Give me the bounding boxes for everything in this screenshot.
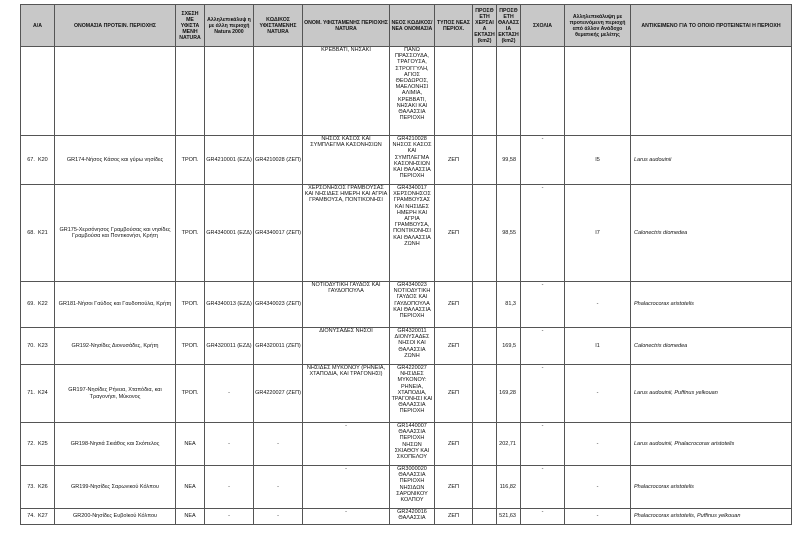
existing-code-cell: - (254, 423, 303, 466)
type-cell: ΖΕΠ (435, 365, 473, 423)
new-name-cell: GR4210028 ΝΗΣΟΣ ΚΑΣΟΣ ΚΑΙ ΣΥΜΠΛΕΓΜΑ ΚΑΣΟΝΗΣΙΩΝ ΚΑΙ ΘΑΛΑΣΣΙΑ ΠΕΡΙΟΧΗ (390, 136, 435, 185)
other-overlap-cell: I5 (565, 136, 631, 185)
existing-name-cell: ΝΗΣΙΔΕΣ ΜΥΚΟΝΟΥ (ΡΗΝΕΙΑ, ΧΤΑΠΟΔΙΑ, ΚΑΙ ΤΡΑΓΟΝΗΣΙ) (303, 365, 390, 423)
existing-code-cell: GR4340017 (ΖΕΠ) (254, 185, 303, 282)
land-area-cell (473, 282, 497, 328)
overlap-cell: - (205, 466, 254, 509)
other-overlap-cell: - (565, 423, 631, 466)
row-number-cell: 70. K23 (21, 328, 55, 365)
row-number-cell: 74. K27 (21, 509, 55, 525)
land-area-cell (473, 509, 497, 525)
document-page (20, 4, 791, 525)
new-name-cell: GR4340023 ΝΟΤΙΟΔΥΤΙΚΗ ΓΑΥΔΟΣ ΚΑΙ ΓΑΥΔΟΠΟΥΛΑ ΚΑΙ ΘΑΛΑΣΣΙΑ ΠΕΡΙΟΧΗ (390, 282, 435, 328)
land-area-cell (473, 466, 497, 509)
type-cell: ΖΕΠ (435, 466, 473, 509)
species-cell: Phalacrocorax aristotelis (631, 466, 792, 509)
species-cell: Larus audouinii, Puffinus yelkouan (631, 365, 792, 423)
type-cell: ΖΕΠ (435, 282, 473, 328)
relation-cell: ΤΡΟΠ. (176, 185, 205, 282)
sea-area-cell: 99,58 (497, 136, 521, 185)
new-name-cell: GR2420016 ΘΑΛΑΣΣΙΑ (390, 509, 435, 525)
relation-cell: ΝΕΑ (176, 466, 205, 509)
header-cell: ΣΧΟΛΙΑ (521, 5, 565, 47)
relation-cell: ΤΡΟΠ. (176, 365, 205, 423)
site-name-cell: GR199-Νησίδες Σαρωνικού Κόλπου (55, 466, 176, 509)
row-number-cell: 69. K22 (21, 282, 55, 328)
site-name-cell: GR181-Νήσοι Γαύδος και Γαυδοπούλα, Κρήτη (55, 282, 176, 328)
header-cell: ΝΕΟΣ ΚΩΔΙΚΟΣ/ ΝΕΑ ΟΝΟΜΑΣΙΑ (390, 5, 435, 47)
site-name-cell: GR200-Νησίδες Ευβοϊκού Κόλπου (55, 509, 176, 525)
other-overlap-cell: I7 (565, 185, 631, 282)
other-overlap-cell: - (565, 282, 631, 328)
table-row (21, 136, 792, 185)
header-cell: ΑΝΤΙΚΕΙΜΕΝΟ ΓΙΑ ΤΟ ΟΠΟΙΟ ΠΡΟΤΕΙΝΕΤΑΙ Η ΠΕΡΙΟΧΗ (631, 5, 792, 47)
species-cell: Larus audouinii, Phalacrocorax aristotelis (631, 423, 792, 466)
table-row (21, 423, 792, 466)
row-number-cell: 73. K26 (21, 466, 55, 509)
type-cell: ΖΕΠ (435, 136, 473, 185)
sea-area-cell: 98,55 (497, 185, 521, 282)
header-cell: ΚΩΔΙΚΟΣ ΥΦΙΣΤΑΜΕΝΗΣ NATURA (254, 5, 303, 47)
land-area-cell (473, 328, 497, 365)
existing-name-cell: - (303, 509, 390, 525)
table-header-row (21, 5, 792, 47)
header-cell: ΠΡΟΣΘ ΕΤΗ ΧΕΡΣΑΙ Α ΕΚΤΑΣΗ (km2) (473, 5, 497, 47)
table-row (21, 365, 792, 423)
overlap-cell: GR4340013 (ΕΖΔ) (205, 282, 254, 328)
land-area-cell (473, 185, 497, 282)
existing-code-cell: GR4220027 (ΖΕΠ) (254, 365, 303, 423)
comments-cell: - (521, 282, 565, 328)
site-name-cell: GR197-Νησίδες Ρήνεια, Χταπόδια, και Τραγονήσι, Μύκονος (55, 365, 176, 423)
species-cell: Phalacrocorax aristotelis (631, 282, 792, 328)
new-name-cell: GR4220027 ΝΗΣΙΔΕΣ ΜΥΚΟΝΟΥ: ΡΗΝΕΙΑ, ΧΤΑΠΟΔΙΑ, ΤΡΑΓΟΝΗΣΙ ΚΑΙ ΘΑΛΑΣΣΙΑ ΠΕΡΙΟΧΗ (390, 365, 435, 423)
land-area-cell (473, 365, 497, 423)
other-overlap-cell: - (565, 365, 631, 423)
row-number-cell: 72. K25 (21, 423, 55, 466)
sea-area-cell: 169,5 (497, 328, 521, 365)
table-row (21, 466, 792, 509)
site-name-cell: GR192-Νησίδες Διονυσάδες, Κρήτη (55, 328, 176, 365)
relation-cell: ΤΡΟΠ. (176, 328, 205, 365)
sea-area-cell: 81,3 (497, 282, 521, 328)
new-name-cell: ΠΑΝΩ ΠΡΑΣΣΟΥΔΑ, ΤΡΑΓΟΥΣΑ, ΣΤΡΟΓΓΥΛΗ, ΑΓΙΟΣ ΘΕΟΔΩΡΟΣ, ΜΑΕΛΟΝΗΣΙ ΑΛΙΜΙΑ, ΚΡΕΒΒΑΤΙ, ΝΗΣΑΚΙ ΚΑΙ ΘΑΛΑΣΣΙΑ ΠΕΡΙΟΧΗ (390, 47, 435, 136)
type-cell: ΖΕΠ (435, 509, 473, 525)
overlap-cell: GR4210001 (ΕΖΔ) (205, 136, 254, 185)
species-cell: Calonectris diomedea (631, 328, 792, 365)
row-number-cell: 71. K24 (21, 365, 55, 423)
existing-code-cell: GR4210028 (ΖΕΠ) (254, 136, 303, 185)
species-cell: Phalacrocorax aristotelis, Puffinus yelkouan (631, 509, 792, 525)
table-row (21, 185, 792, 282)
new-name-cell: GR3000020 ΘΑΛΑΣΣΙΑ ΠΕΡΙΟΧΗ ΝΗΣΙΔΩΝ ΣΑΡΩΝΙΚΟΥ ΚΟΛΠΟΥ (390, 466, 435, 509)
species-cell: Larus audouinii (631, 136, 792, 185)
new-name-cell: GR1440007 ΘΑΛΑΣΣΙΑ ΠΕΡΙΟΧΗ ΝΗΣΩΝ ΣΚΙΑΘΟΥ ΚΑΙ ΣΚΟΠΕΛΟΥ (390, 423, 435, 466)
species-cell: Calonectris diomedea (631, 185, 792, 282)
type-cell: ΖΕΠ (435, 423, 473, 466)
table-row (21, 282, 792, 328)
sea-area-cell: 116,82 (497, 466, 521, 509)
land-area-cell (473, 423, 497, 466)
header-cell: ΤΥΠΟΣ ΝΕΑΣ ΠΕΡΙΟΧ. (435, 5, 473, 47)
row-number-cell: 68. K21 (21, 185, 55, 282)
table-row (21, 47, 792, 136)
header-cell: Αλληλεπικάλυψη με προτεινόμενη περιοχή από άλλον Ανάδοχο θεματικής μελέτης (565, 5, 631, 47)
relation-cell: ΝΕΑ (176, 509, 205, 525)
existing-name-cell: ΔΙΟΝΥΣΑΔΕΣ ΝΗΣΟΙ (303, 328, 390, 365)
comments-cell: - (521, 423, 565, 466)
sea-area-cell: 521,63 (497, 509, 521, 525)
type-cell: ΖΕΠ (435, 185, 473, 282)
comments-cell: - (521, 365, 565, 423)
overlap-cell: - (205, 509, 254, 525)
land-area-cell (473, 136, 497, 185)
type-cell: ΖΕΠ (435, 328, 473, 365)
existing-name-cell: ΝΗΣΟΣ ΚΑΣΟΣ ΚΑΙ ΣΥΜΠΛΕΓΜΑ ΚΑΣΟΝΗΣΙΩΝ (303, 136, 390, 185)
overlap-cell: GR4320011 (ΕΖΔ) (205, 328, 254, 365)
new-name-cell: GR4320011 ΔΙΟΝΥΣΑΔΕΣ ΝΗΣΟΙ ΚΑΙ ΘΑΛΑΣΣΙΑ ΖΩΝΗ (390, 328, 435, 365)
existing-name-cell: - (303, 423, 390, 466)
comments-cell: - (521, 136, 565, 185)
existing-code-cell: - (254, 509, 303, 525)
header-cell: Α/Α (21, 5, 55, 47)
natura-sites-table (20, 4, 792, 525)
site-name-cell: GR174-Νήσος Κάσος και γύρω νησίδες (55, 136, 176, 185)
sea-area-cell: 169,28 (497, 365, 521, 423)
other-overlap-cell: I1 (565, 328, 631, 365)
site-name-cell: GR198-Νησιά Σκιάθος και Σκόπελος (55, 423, 176, 466)
other-overlap-cell: - (565, 466, 631, 509)
header-cell: Αλληλεπικάλυψ η με άλλη περιοχή Natura 2000 (205, 5, 254, 47)
existing-name-cell: - (303, 466, 390, 509)
comments-cell: - (521, 466, 565, 509)
new-name-cell: GR4340017 ΧΕΡΣΟΝΗΣΟΣ ΓΡΑΜΒΟΥΣΑΣ ΚΑΙ ΝΗΣΙΔΕΣ ΗΜΕΡΗ ΚΑΙ ΑΓΡΙΑ ΓΡΑΜΒΟΥΣΑ, ΠΟΝΤΙΚΟΝΗΣΙ ΚΑΙ ΘΑΛΑΣΣΙΑ ΖΩΝΗ (390, 185, 435, 282)
existing-name-cell: ΚΡΕΒΒΑΤΙ, ΝΗΣΑΚΙ (303, 47, 390, 136)
comments-cell: - (521, 509, 565, 525)
row-number-cell: 67. K20 (21, 136, 55, 185)
header-cell: ΣΧΕΣΗ ΜΕ ΥΦΙΣΤΑ ΜΕΝΗ NATURA (176, 5, 205, 47)
overlap-cell: GR4340001 (ΕΖΔ) (205, 185, 254, 282)
existing-name-cell: ΧΕΡΣΟΝΗΣΟΣ ΓΡΑΜΒΟΥΣΑΣ ΚΑΙ ΝΗΣΙΔΕΣ ΗΜΕΡΗ ΚΑΙ ΑΓΡΙΑ ΓΡΑΜΒΟΥΣΑ, ΠΟΝΤΙΚΟΝΗΣΙ (303, 185, 390, 282)
existing-code-cell: - (254, 466, 303, 509)
table-row (21, 328, 792, 365)
site-name-cell: GR175-Χερσόνησος Γραμβούσας και νησίδες Γραμβούσα και Ποντικονήσι, Κρήτη (55, 185, 176, 282)
overlap-cell: - (205, 365, 254, 423)
comments-cell: - (521, 185, 565, 282)
sea-area-cell: 202,71 (497, 423, 521, 466)
comments-cell: - (521, 328, 565, 365)
table-row (21, 509, 792, 525)
header-cell: ΟΝΟΜ. ΥΦΙΣΤΑΜΕΝΗΣ ΠΕΡΙΟΧΗΣ NATURA (303, 5, 390, 47)
header-cell: ΠΡΟΣΘ ΕΤΗ ΘΑΛΑΣΣ ΙΑ ΕΚΤΑΣΗ (km2) (497, 5, 521, 47)
relation-cell: ΤΡΟΠ. (176, 282, 205, 328)
relation-cell: ΤΡΟΠ. (176, 136, 205, 185)
existing-code-cell: GR4340023 (ΖΕΠ) (254, 282, 303, 328)
overlap-cell: - (205, 423, 254, 466)
existing-name-cell: ΝΟΤΙΟΔΥΤΙΚΗ ΓΑΥΔΟΣ ΚΑΙ ΓΑΥΔΟΠΟΥΛΑ (303, 282, 390, 328)
header-cell: ΟΝΟΜΑΣΙΑ ΠΡΟΤΕΙΝ. ΠΕΡΙΟΧΗΣ (55, 5, 176, 47)
relation-cell: ΝΕΑ (176, 423, 205, 466)
existing-code-cell: GR4320011 (ΖΕΠ) (254, 328, 303, 365)
other-overlap-cell: - (565, 509, 631, 525)
